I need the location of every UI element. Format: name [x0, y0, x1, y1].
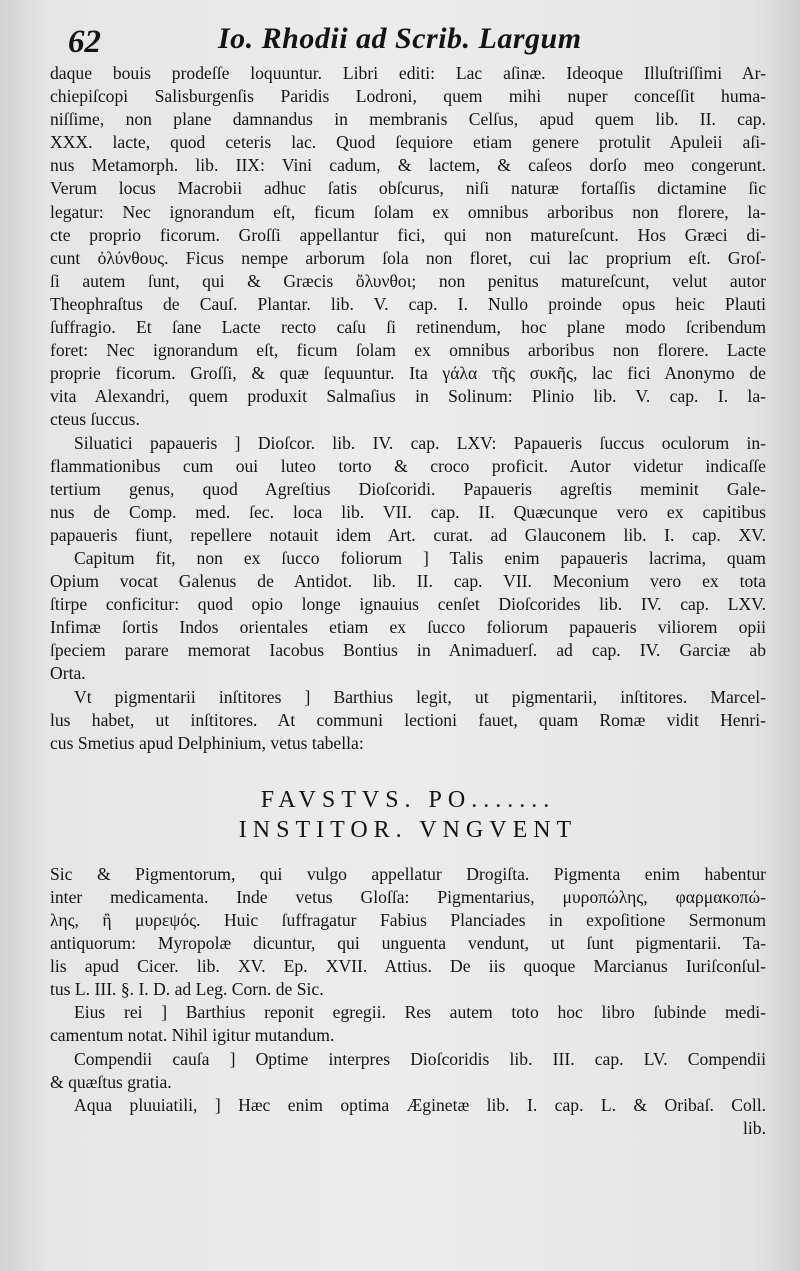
running-head: Io. Rhodii ad Scrib. Largum: [218, 22, 582, 55]
paragraph: [50, 1094, 766, 1140]
text-line: lus habet, ut inſtitores. At communi lectioni fauet, quam Romæ vidit Henri-: [50, 709, 766, 730]
text-line: ſpeciem parare memorat Iacobus Bontius in Animaduerſ. ad cap. IV. Garciæ ab: [50, 640, 766, 661]
catchword: lib.: [743, 1117, 766, 1138]
text-line: & quæſtus gratia.: [50, 1071, 172, 1092]
text-line: nus Metamorph. lib. IIX: Vini cadum, & lactem, & caſeos dorſo meo congerunt.: [50, 155, 766, 176]
text-line: camentum notat. Nihil igitur mutandum.: [50, 1025, 335, 1046]
text-line: cteus ſuccus.: [50, 409, 140, 430]
text-line: Siluatici papaueris ] Dioſcor. lib. IV. cap. LXV: Papaueris ſuccus oculorum in-: [74, 432, 766, 453]
paragraph: [50, 686, 766, 755]
text-line: cus Smetius apud Delphinium, vetus tabella:: [50, 732, 364, 753]
text-line: Verum locus Macrobii adhuc ſatis obſcurus, niſi naturæ fortaſſis dictamine ſic: [50, 178, 766, 199]
paragraph: [50, 547, 766, 686]
paragraph: [50, 432, 766, 547]
text-line: Compendii cauſa ] Optime interpres Dioſcoridis lib. III. cap. LV. Compendii: [74, 1048, 766, 1069]
text-line: ſi autem ſunt, qui & Græcis ὄλυνθοι; non penitus matureſcunt, velut autor: [50, 270, 766, 291]
text-line: chiepiſcopi Salisburgenſis Paridis Lodroni, quem mihi nuper conceſſit huma-: [50, 86, 766, 107]
text-line: foret: Nec ignorandum eſt, ficum ſolam ex omnibus arboribus non florere. Lacte: [50, 340, 766, 361]
text-line: λης, ἢ μυρεψός. Huic ſuffragatur Fabius Planciades in expoſitione Sermonum: [50, 910, 766, 930]
text-line: daque bouis prodeſſe loquuntur. Libri editi: Lac aſinæ. Ideoque Illuſtriſſimi Ar-: [50, 63, 766, 83]
text-line: niſſime, non plane damnandus in membranis Celſus, apud quem lib. II. cap.: [50, 109, 766, 130]
inscription: [50, 785, 766, 845]
text-line: Opium vocat Galenus de Antidot. lib. II. cap. VII. Meconium vero ex tota: [50, 571, 766, 592]
text-line: papaueris fiunt, repellere notauit idem Art. curat. ad Glauconem lib. I. cap. XV.: [50, 524, 766, 545]
text-line: proprie ficorum. Groſſi, & quæ ſequuntur. Ita γάλα τῆς συκῆς, lac fici Anonymo de: [50, 363, 766, 384]
text-line: flammationibus cum oui luteo torto & croco proficit. Autor videtur indicaſſe: [50, 455, 766, 476]
text-line: lis apud Cicer. lib. XV. Ep. XVII. Attius. De iis quoque Marcianus Iuriſconſul-: [50, 956, 766, 977]
text-line: cunt ὀλύνθους. Ficus nempe arborum ſola non floret, cui lac proprium eſt. Groſ-: [50, 247, 766, 268]
text-line: Capitum fit, non ex ſucco foliorum ] Talis enim papaueris lacrima, quam: [74, 547, 766, 568]
paragraph: [50, 863, 766, 1002]
text-line: antiquorum: Myropolæ dicuntur, qui unguenta vendunt, ut ſunt pigmentarii. Ta-: [50, 933, 766, 954]
text-line: vita Alexandri, quem produxit Salmaſius in Solinum: Plinio lib. V. cap. I. la-: [50, 386, 766, 407]
paragraph: [50, 1048, 766, 1094]
text-line: nus de Comp. med. ſec. loca lib. VII. cap. II. Quæcunque vero ex capitibus: [50, 501, 766, 522]
text-line: legatur: Nec ignorandum eſt, ficum ſolam ex omnibus arboribus non florere, la-: [50, 201, 766, 222]
text-line: ſtirpe conficitur: quod opio longe ignauius cenſet Dioſcorides lib. IV. cap. LXV.: [50, 594, 766, 615]
text-line: XXX. lacte, quod ceteris lac. Quod ſequiore etiam genere protulit Apuleii aſi-: [50, 132, 766, 153]
text-line: Vt pigmentarii inſtitores ] Barthius legit, ut pigmentarii, inſtitores. Marcel-: [74, 686, 766, 707]
page-number: 62: [68, 24, 101, 60]
text-line: Orta.: [50, 663, 86, 684]
text-line: tertium genus, quod Agreſtius Dioſcoridi. Papaueris agreſtis meminit Gale-: [50, 478, 766, 499]
text-line: Eius rei ] Barthius reponit egregii. Res autem toto hoc libro ſubinde medi-: [74, 1002, 766, 1023]
text-line: inter medicamenta. Inde vetus Gloſſa: Pigmentarius, μυροπώλης, φαρμακοπώ-: [50, 886, 766, 907]
text-line: ſuffragio. Et ſane Lacte recto caſu ſi retinendum, hoc plane modo ſcribendum: [50, 317, 766, 338]
text-line: Sic & Pigmentorum, qui vulgo appellatur Drogiſta. Pigmenta enim habentur: [50, 863, 766, 884]
text-line: Theophraſtus de Cauſ. Plantar. lib. V. cap. I. Nullo proinde opus heic Plauti: [50, 293, 766, 314]
text-line: tus L. III. §. I. D. ad Leg. Corn. de Sic.: [50, 979, 324, 1000]
text-line: Aqua pluuiatili, ] Hæc enim optima Æginetæ lib. I. cap. L. & Oribaſ. Coll.: [74, 1094, 766, 1115]
text-line: cte proprio ficorum. Groſſi appellantur fici, qui non matureſcunt. Hos Græci di-: [50, 224, 766, 245]
text-block: [50, 62, 766, 1140]
inscription-line: FAVSTVS. PO.......: [260, 786, 556, 813]
page-header: [58, 18, 760, 66]
text-line: Infimæ ſortis Indos orientales etiam ex ſucco foliorum papaueris viliorem opii: [50, 617, 766, 638]
paragraph: [50, 1001, 766, 1047]
paragraph: [50, 62, 766, 432]
inscription-line: INSTITOR. VNGVENT: [238, 816, 578, 843]
